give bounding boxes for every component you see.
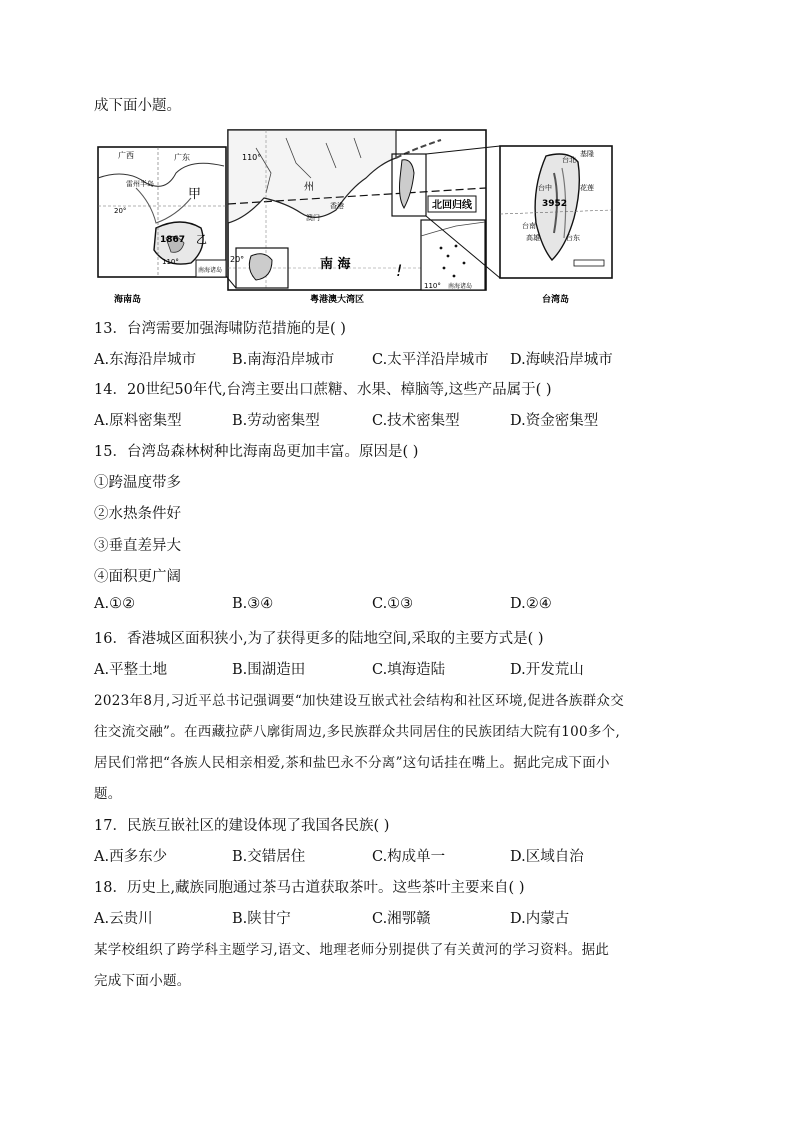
map-label-nanhai-b: 南海诸岛: [448, 283, 473, 290]
map-label-aomen: 澳门: [306, 214, 320, 222]
map-label-yi: 乙: [196, 233, 207, 246]
passage3-line1: 某学校组织了跨学科主题学习,语文、地理老师分别提供了有关黄河的学习资料。据此: [94, 942, 610, 958]
center-panel: [228, 130, 486, 305]
passage2-line1: 2023年8月,习近平总书记强调要“加快建设互嵌式社会结构和社区环境,促进各族群众交: [94, 693, 625, 709]
map-label-jilong: 基隆: [580, 150, 594, 158]
map-label-jia: 甲: [188, 187, 202, 202]
q17-option-b[interactable]: B.交错居住: [232, 849, 306, 865]
q16-option-a[interactable]: A.平整土地: [94, 662, 168, 678]
q13-option-a[interactable]: A.东海沿岸城市: [94, 352, 197, 368]
q13-option-c[interactable]: C.太平洋沿岸城市: [372, 352, 489, 368]
map-label-taibei: 台北: [562, 156, 576, 164]
q16-stem: 16．香港城区面积狭小,为了获得更多的陆地空间,采取的主要方式是( ): [94, 631, 544, 647]
map-label-guangxi: 广西: [118, 151, 134, 160]
q17-option-d[interactable]: D.区域自治: [510, 849, 584, 865]
map-label-deg110-b: 110°: [242, 153, 262, 162]
map-label-tainan: 台南: [522, 222, 536, 230]
q17-option-c[interactable]: C.构成单一: [372, 849, 446, 865]
q18-option-a[interactable]: A.云贵川: [94, 911, 153, 927]
q15-option-a[interactable]: A.①②: [94, 596, 136, 612]
passage2-line2: 往交流交融”。在西藏拉萨八廓街周边,多民族群众共同居住的民族团结大院有100多个,: [94, 724, 621, 740]
map-label-nanhai-a: 南海诸岛: [198, 267, 223, 274]
map-label-taidong: 台东: [566, 234, 580, 242]
q15-option-c[interactable]: C.①③: [372, 596, 414, 612]
q18-option-b[interactable]: B.陕甘宁: [232, 911, 291, 927]
q16-option-c[interactable]: C.填海造陆: [372, 662, 446, 678]
q15-stem: 15．台湾岛森林树种比海南岛更加丰富。原因是( ): [94, 444, 419, 460]
passage2-line4: 题。: [94, 786, 122, 802]
passage2-line3: 居民们常把“各族人民相亲相爱,茶和盐巴永不分离”这句话挂在嘴上。据此完成下面小: [94, 755, 610, 771]
map-label-xianggang: 香港: [330, 202, 344, 210]
q15-statement-1: ①跨温度带多: [94, 475, 181, 491]
map-label-gaoxiong: 高雄: [526, 234, 540, 242]
lead-line: 成下面小题。: [94, 98, 181, 114]
map-caption-center: 粤港澳大湾区: [310, 295, 365, 305]
q15-option-d[interactable]: D.②④: [510, 596, 552, 612]
map-label-guangzhou: 州: [304, 182, 314, 193]
map-label-south-sea: 南 海: [320, 257, 351, 272]
q17-option-a[interactable]: A.西多东少: [94, 849, 168, 865]
map-label-deg20-b: 20°: [230, 255, 245, 264]
q15-statement-4: ④面积更广阔: [94, 569, 181, 585]
map-mark-exclaim: !: [396, 261, 403, 280]
map-label-1867: 1867: [160, 235, 186, 245]
q18-option-c[interactable]: C.湘鄂赣: [372, 911, 431, 927]
map-label-deg110-c: 110°: [424, 282, 441, 290]
hainan-panel: [98, 147, 226, 305]
map-label-guangdong: 广东: [174, 153, 190, 162]
map-label-leizhou: 雷州半岛: [126, 180, 154, 188]
q16-option-d[interactable]: D.开发荒山: [510, 662, 584, 678]
taiwan-panel: [500, 146, 612, 305]
q14-stem: 14．20世纪50年代,台湾主要出口蔗糖、水果、樟脑等,这些产品属于( ): [94, 382, 552, 398]
q15-option-b[interactable]: B.③④: [232, 596, 274, 612]
map-label-3952: 3952: [542, 199, 568, 209]
q17-stem: 17．民族互嵌社区的建设体现了我国各民族( ): [94, 818, 390, 834]
map-label-deg110-a: 110°: [162, 258, 179, 266]
map-label-deg20-a: 20°: [114, 207, 127, 215]
map-label-hualian: 花莲: [580, 184, 594, 192]
q13-option-d[interactable]: D.海峡沿岸城市: [510, 352, 613, 368]
passage3-line2: 完成下面小题。: [94, 973, 191, 989]
q14-option-b[interactable]: B.劳动密集型: [232, 413, 320, 429]
q18-stem: 18．历史上,藏族同胞通过茶马古道获取茶叶。这些茶叶主要来自( ): [94, 880, 525, 896]
q15-statement-2: ②水热条件好: [94, 506, 181, 522]
q13-option-b[interactable]: B.南海沿岸城市: [232, 352, 335, 368]
q15-statement-3: ③垂直差异大: [94, 538, 181, 554]
q14-option-c[interactable]: C.技术密集型: [372, 413, 460, 429]
q14-option-a[interactable]: A.原料密集型: [94, 413, 182, 429]
q13-stem: 13．台湾需要加强海啸防范措施的是( ): [94, 321, 346, 337]
map-label-tropic: 北回归线: [432, 200, 472, 211]
map-figure: [96, 128, 616, 306]
q18-option-d[interactable]: D.内蒙古: [510, 911, 570, 927]
map-caption-hainan: 海南岛: [114, 295, 142, 305]
q16-option-b[interactable]: B.围湖造田: [232, 662, 306, 678]
map-caption-taiwan: 台湾岛: [542, 295, 570, 305]
map-label-taizhong: 台中: [538, 184, 552, 192]
q14-option-d[interactable]: D.资金密集型: [510, 413, 599, 429]
